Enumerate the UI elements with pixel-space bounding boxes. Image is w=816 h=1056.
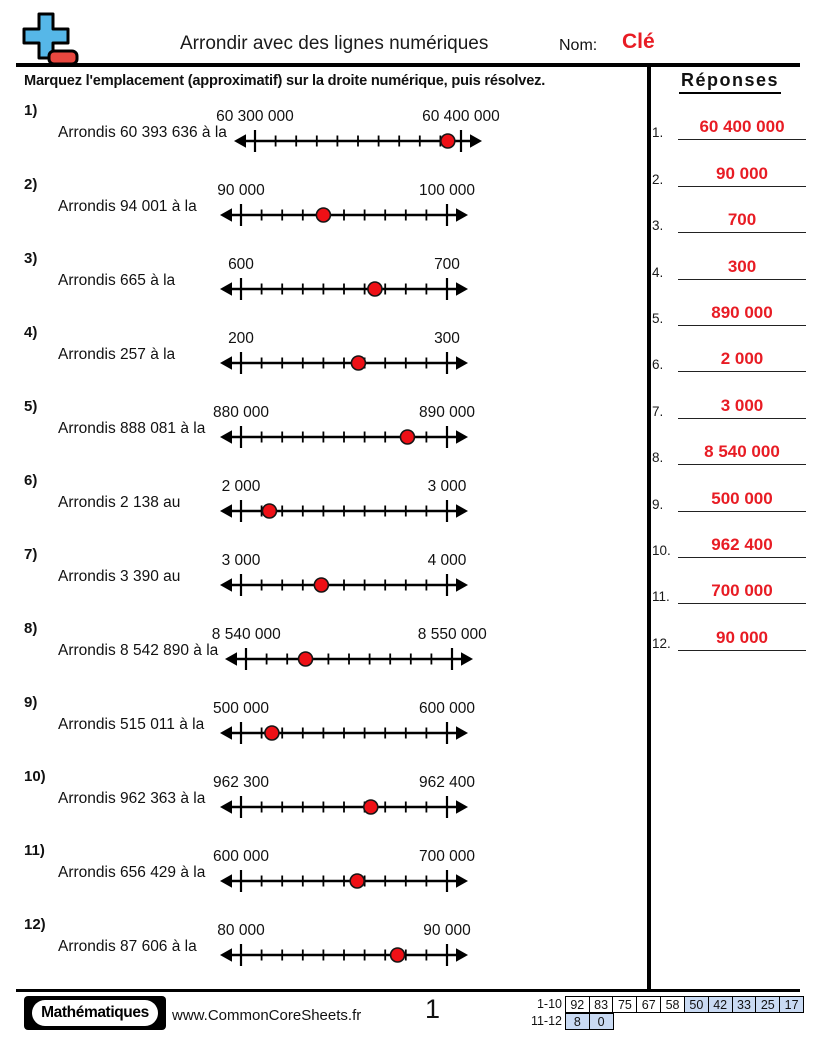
page-number: 1 xyxy=(425,994,441,1024)
number-line xyxy=(212,848,476,894)
number-line-graphic xyxy=(219,572,469,598)
problem-text: Arrondis 515 011 à la xyxy=(58,716,205,733)
number-line-right-label: 3 000 xyxy=(427,478,467,495)
answer-row xyxy=(652,604,806,650)
number-line-right-label: 700 xyxy=(434,256,460,273)
answer-blank xyxy=(678,535,806,558)
answer-number: 6. xyxy=(652,357,664,373)
number-line-graphic xyxy=(219,498,469,524)
number-line xyxy=(219,552,469,598)
answer-number: 12. xyxy=(652,635,671,651)
footer-rule xyxy=(16,989,800,992)
number-line-left-label: 962 300 xyxy=(212,774,270,791)
right-arrow-icon xyxy=(456,282,468,296)
brand-badge xyxy=(24,996,166,1030)
problem-row xyxy=(24,768,640,814)
right-arrow-icon xyxy=(456,356,468,370)
answer-number: 5. xyxy=(652,310,664,326)
website-url: www.CommonCoreSheets.fr xyxy=(172,1007,362,1024)
answer-value: 8 540 000 xyxy=(704,442,780,462)
answer-row xyxy=(652,140,806,186)
number-line-left-label: 3 000 xyxy=(221,552,261,569)
answer-value: 60 400 000 xyxy=(699,117,785,137)
number-line-graphic xyxy=(224,646,474,672)
number-line xyxy=(219,478,469,524)
number-line-right-label: 8 550 000 xyxy=(417,626,487,643)
answers-divider xyxy=(647,67,651,989)
left-arrow-icon xyxy=(220,578,232,592)
problem-number: 9) xyxy=(24,694,38,711)
problem-row xyxy=(24,250,640,296)
problem-number: 12) xyxy=(24,916,46,933)
problem-text: Arrondis 60 393 636 à la xyxy=(58,124,227,141)
answer-blank xyxy=(678,396,806,419)
plotted-point xyxy=(351,356,365,370)
answer-row xyxy=(652,94,806,140)
answer-number: 2. xyxy=(652,171,664,187)
answer-number: 7. xyxy=(652,403,664,419)
answer-number: 9. xyxy=(652,496,664,512)
left-arrow-icon xyxy=(220,948,232,962)
problem-row xyxy=(24,546,640,592)
number-line-graphic xyxy=(219,202,469,228)
number-line-graphic xyxy=(219,720,469,746)
number-line-right-label: 90 000 xyxy=(423,922,471,939)
number-line-left-label: 80 000 xyxy=(217,922,265,939)
left-arrow-icon xyxy=(220,726,232,740)
number-line-left-label: 8 540 000 xyxy=(211,626,281,643)
plotted-point xyxy=(262,504,276,518)
answer-blank xyxy=(678,349,806,372)
right-arrow-icon xyxy=(456,948,468,962)
left-arrow-icon xyxy=(220,800,232,814)
number-line-right-label: 890 000 xyxy=(418,404,476,421)
plotted-point xyxy=(368,282,382,296)
answer-value: 300 xyxy=(727,256,757,276)
number-line-graphic xyxy=(219,868,469,894)
problem-text: Arrondis 8 542 890 à la xyxy=(58,642,219,659)
score-row xyxy=(518,1013,804,1030)
score-cell: 50 xyxy=(684,996,709,1013)
header-rule xyxy=(16,63,800,67)
plotted-point xyxy=(364,800,378,814)
problem-row xyxy=(24,694,640,740)
answer-row xyxy=(652,233,806,279)
answer-row xyxy=(652,512,806,558)
answer-number: 11. xyxy=(652,589,670,605)
score-cell: 0 xyxy=(589,1013,614,1030)
problem-row xyxy=(24,620,640,666)
left-arrow-icon xyxy=(234,134,246,148)
number-line-right-label: 962 400 xyxy=(418,774,476,791)
score-range-label: 11-12 xyxy=(530,1014,562,1028)
problem-number: 6) xyxy=(24,472,38,489)
number-line-left-label: 200 xyxy=(228,330,254,347)
right-arrow-icon xyxy=(456,726,468,740)
score-cell: 17 xyxy=(779,996,804,1013)
problem-text: Arrondis 656 429 à la xyxy=(58,864,206,881)
answer-value: 3 000 xyxy=(720,395,764,415)
problem-number: 10) xyxy=(24,768,46,785)
answer-value: 962 400 xyxy=(711,534,773,554)
right-arrow-icon xyxy=(456,504,468,518)
number-line-right-label: 60 400 000 xyxy=(422,108,500,125)
problem-number: 7) xyxy=(24,546,38,563)
problem-text: Arrondis 2 138 au xyxy=(58,494,181,511)
right-arrow-icon xyxy=(470,134,482,148)
problem-text: Arrondis 257 à la xyxy=(58,346,176,363)
problem-number: 4) xyxy=(24,324,38,341)
number-line xyxy=(217,182,476,228)
answer-row xyxy=(652,419,806,465)
problem-row xyxy=(24,176,640,222)
score-cell: 92 xyxy=(565,996,590,1013)
answer-value: 700 000 xyxy=(711,581,773,601)
problem-row xyxy=(24,842,640,888)
number-line xyxy=(212,404,476,450)
plotted-point xyxy=(314,578,328,592)
plotted-point xyxy=(400,430,414,444)
score-range-label: 1-10 xyxy=(536,997,562,1011)
number-line xyxy=(211,626,487,672)
number-line xyxy=(212,774,476,820)
number-line-right-label: 4 000 xyxy=(427,552,467,569)
number-line-graphic xyxy=(219,276,469,302)
number-line-graphic xyxy=(219,942,469,968)
plus-minus-icon xyxy=(18,10,82,68)
name-label: Nom: xyxy=(559,37,598,54)
answers-list xyxy=(652,94,806,651)
answer-value: 500 000 xyxy=(711,488,773,508)
plotted-point xyxy=(350,874,364,888)
instruction-text: Marquez l'emplacement (approximatif) sur la droite numérique, puis résolvez. xyxy=(24,73,546,89)
answer-number: 1. xyxy=(652,125,664,141)
right-arrow-icon xyxy=(456,578,468,592)
score-table xyxy=(518,996,804,1030)
problem-text: Arrondis 888 081 à la xyxy=(58,420,206,437)
answer-row xyxy=(652,280,806,326)
answer-row xyxy=(652,372,806,418)
answer-blank xyxy=(678,442,806,465)
plotted-point xyxy=(391,948,405,962)
name-value: Clé xyxy=(622,30,655,53)
number-line-graphic xyxy=(219,424,469,450)
problem-row xyxy=(24,102,640,148)
answer-row xyxy=(652,187,806,233)
problem-row xyxy=(24,398,640,444)
left-arrow-icon xyxy=(220,874,232,888)
answer-row xyxy=(652,465,806,511)
problem-text: Arrondis 87 606 à la xyxy=(58,938,197,955)
problem-row xyxy=(24,472,640,518)
number-line-left-label: 60 300 000 xyxy=(216,108,294,125)
problem-row xyxy=(24,324,640,370)
plotted-point xyxy=(299,652,313,666)
plotted-point xyxy=(441,134,455,148)
number-line-graphic xyxy=(219,350,469,376)
number-line-right-label: 600 000 xyxy=(418,700,476,717)
score-cell: 8 xyxy=(565,1013,590,1030)
problem-row xyxy=(24,916,640,962)
problems-list xyxy=(24,102,640,990)
score-cell: 83 xyxy=(589,996,614,1013)
answer-value: 2 000 xyxy=(720,349,764,369)
score-cell: 25 xyxy=(755,996,780,1013)
right-arrow-icon xyxy=(461,652,473,666)
number-line xyxy=(219,922,469,968)
right-arrow-icon xyxy=(456,430,468,444)
score-cell: 75 xyxy=(612,996,637,1013)
answer-number: 8. xyxy=(652,450,664,466)
score-cell: 42 xyxy=(708,996,733,1013)
answer-blank xyxy=(678,117,806,140)
answer-row xyxy=(652,558,806,604)
answer-number: 3. xyxy=(652,218,664,234)
answer-number: 10. xyxy=(652,542,671,558)
problem-number: 8) xyxy=(24,620,38,637)
answer-value: 90 000 xyxy=(716,627,768,647)
left-arrow-icon xyxy=(225,652,237,666)
left-arrow-icon xyxy=(220,430,232,444)
number-line-right-label: 300 xyxy=(434,330,460,347)
problem-number: 5) xyxy=(24,398,38,415)
left-arrow-icon xyxy=(220,504,232,518)
answer-blank xyxy=(678,489,806,512)
problem-number: 3) xyxy=(24,250,38,267)
problem-text: Arrondis 962 363 à la xyxy=(58,790,206,807)
answer-blank xyxy=(678,628,806,651)
number-line-left-label: 90 000 xyxy=(217,182,265,199)
right-arrow-icon xyxy=(456,874,468,888)
problem-text: Arrondis 665 à la xyxy=(58,272,176,289)
number-line-right-label: 700 000 xyxy=(418,848,476,865)
number-line xyxy=(216,108,500,154)
number-line xyxy=(212,700,476,746)
left-arrow-icon xyxy=(220,208,232,222)
answer-blank xyxy=(678,257,806,280)
problem-number: 1) xyxy=(24,102,38,119)
right-arrow-icon xyxy=(456,800,468,814)
score-cell: 58 xyxy=(660,996,685,1013)
answer-blank xyxy=(678,164,806,187)
answer-blank xyxy=(678,303,806,326)
answer-value: 700 xyxy=(727,210,757,230)
brand-label: Mathématiques xyxy=(32,1000,158,1026)
page-title: Arrondir avec des lignes numériques xyxy=(180,33,489,54)
problem-number: 2) xyxy=(24,176,38,193)
score-cell: 67 xyxy=(636,996,661,1013)
number-line xyxy=(219,256,469,302)
answer-blank xyxy=(678,581,806,604)
number-line-left-label: 2 000 xyxy=(221,478,261,495)
number-line-left-label: 600 000 xyxy=(212,848,270,865)
number-line-left-label: 880 000 xyxy=(212,404,270,421)
score-row xyxy=(518,996,804,1013)
answer-value: 890 000 xyxy=(711,302,773,322)
number-line-left-label: 600 xyxy=(228,256,254,273)
number-line-graphic xyxy=(219,794,469,820)
left-arrow-icon xyxy=(220,282,232,296)
problem-text: Arrondis 94 001 à la xyxy=(58,198,197,215)
number-line xyxy=(219,330,469,376)
plotted-point xyxy=(316,208,330,222)
answer-row xyxy=(652,326,806,372)
problem-number: 11) xyxy=(24,842,45,859)
answer-number: 4. xyxy=(652,264,664,280)
number-line-right-label: 100 000 xyxy=(418,182,476,199)
answers-title: Réponses xyxy=(652,70,808,94)
left-arrow-icon xyxy=(220,356,232,370)
number-line-graphic xyxy=(233,128,483,154)
right-arrow-icon xyxy=(456,208,468,222)
score-cell: 33 xyxy=(732,996,757,1013)
problem-text: Arrondis 3 390 au xyxy=(58,568,181,585)
commoncoresheets-logo xyxy=(18,10,82,68)
number-line-left-label: 500 000 xyxy=(212,700,270,717)
plotted-point xyxy=(265,726,279,740)
answer-value: 90 000 xyxy=(716,163,768,183)
answer-blank xyxy=(678,210,806,233)
